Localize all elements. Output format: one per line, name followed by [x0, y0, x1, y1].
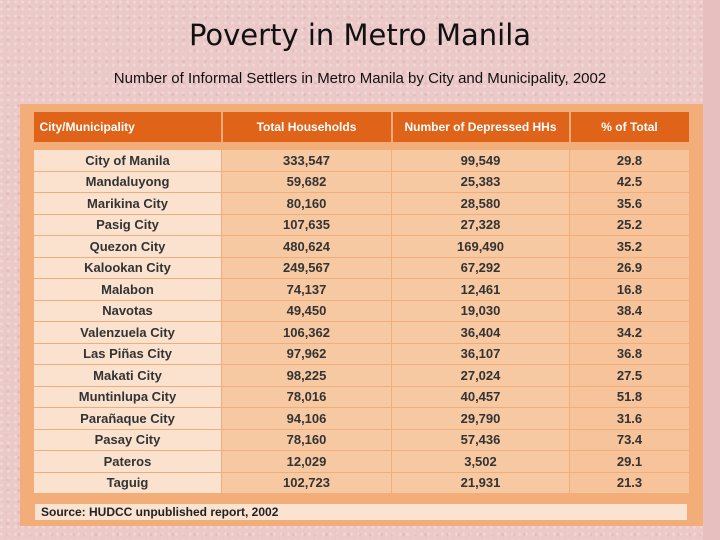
cell-city: Muntinlupa City — [34, 386, 222, 408]
cell-depressed-hhs: 36,404 — [392, 322, 570, 344]
source-note: Source: HUDCC unpublished report, 2002 — [35, 504, 687, 520]
cell-depressed-hhs: 21,931 — [392, 472, 570, 494]
cell-city: Pasay City — [34, 429, 222, 451]
cell-depressed-hhs: 12,461 — [392, 279, 570, 301]
table-row — [34, 193, 690, 215]
cell-percent-total: 34.2 — [570, 322, 690, 344]
cell-city: Quezon City — [34, 236, 222, 258]
cell-total-households: 106,362 — [222, 322, 392, 344]
cell-total-households: 333,547 — [222, 146, 392, 171]
cell-depressed-hhs: 40,457 — [392, 386, 570, 408]
cell-percent-total: 16.8 — [570, 279, 690, 301]
cell-percent-total: 42.5 — [570, 171, 690, 193]
cell-depressed-hhs: 28,580 — [392, 193, 570, 215]
cell-total-households: 74,137 — [222, 279, 392, 301]
cell-city: Valenzuela City — [34, 322, 222, 344]
cell-percent-total: 26.9 — [570, 257, 690, 279]
table-row — [34, 257, 690, 279]
header-percent-total: % of Total — [570, 112, 690, 146]
table-header-row — [34, 112, 690, 146]
cell-depressed-hhs: 36,107 — [392, 343, 570, 365]
table-row — [34, 171, 690, 193]
cell-city: City of Manila — [34, 146, 222, 171]
cell-total-households: 107,635 — [222, 214, 392, 236]
table-row — [34, 365, 690, 387]
cell-total-households: 480,624 — [222, 236, 392, 258]
cell-city: Marikina City — [34, 193, 222, 215]
cell-depressed-hhs: 3,502 — [392, 451, 570, 473]
cell-depressed-hhs: 67,292 — [392, 257, 570, 279]
cell-depressed-hhs: 57,436 — [392, 429, 570, 451]
cell-percent-total: 36.8 — [570, 343, 690, 365]
cell-depressed-hhs: 169,490 — [392, 236, 570, 258]
table-row — [34, 451, 690, 473]
header-city: City/Municipality — [34, 112, 222, 146]
cell-depressed-hhs: 27,024 — [392, 365, 570, 387]
cell-depressed-hhs: 29,790 — [392, 408, 570, 430]
cell-depressed-hhs: 19,030 — [392, 300, 570, 322]
cell-percent-total: 31.6 — [570, 408, 690, 430]
table-subtitle: Number of Informal Settlers in Metro Manila by City and Municipality, 2002 — [113, 70, 607, 87]
table-row — [34, 343, 690, 365]
cell-percent-total: 21.3 — [570, 472, 690, 494]
table-row — [34, 279, 690, 301]
cell-percent-total: 29.1 — [570, 451, 690, 473]
cell-city: Las Piñas City — [34, 343, 222, 365]
table-row — [34, 472, 690, 494]
vertical-scrollbar[interactable] — [703, 0, 720, 540]
cell-percent-total: 35.2 — [570, 236, 690, 258]
cell-city: Kalookan City — [34, 257, 222, 279]
cell-percent-total: 73.4 — [570, 429, 690, 451]
cell-percent-total: 29.8 — [570, 146, 690, 171]
table-row — [34, 214, 690, 236]
cell-percent-total: 51.8 — [570, 386, 690, 408]
cell-total-households: 249,567 — [222, 257, 392, 279]
cell-depressed-hhs: 27,328 — [392, 214, 570, 236]
cell-total-households: 78,016 — [222, 386, 392, 408]
cell-percent-total: 27.5 — [570, 365, 690, 387]
cell-total-households: 94,106 — [222, 408, 392, 430]
cell-total-households: 102,723 — [222, 472, 392, 494]
cell-city: Pasig City — [34, 214, 222, 236]
cell-total-households: 49,450 — [222, 300, 392, 322]
table-row — [34, 300, 690, 322]
cell-depressed-hhs: 25,383 — [392, 171, 570, 193]
cell-total-households: 98,225 — [222, 365, 392, 387]
cell-city: Makati City — [34, 365, 222, 387]
table-row — [34, 236, 690, 258]
table-row — [34, 386, 690, 408]
cell-city: Mandaluyong — [34, 171, 222, 193]
slide-title: Poverty in Metro Manila — [188, 18, 532, 52]
table-row — [34, 322, 690, 344]
cell-total-households: 80,160 — [222, 193, 392, 215]
cell-total-households: 59,682 — [222, 171, 392, 193]
header-depressed-hhs: Number of Depressed HHs — [392, 112, 570, 146]
cell-city: Malabon — [34, 279, 222, 301]
cell-city: Parañaque City — [34, 408, 222, 430]
cell-percent-total: 35.6 — [570, 193, 690, 215]
table-row — [34, 408, 690, 430]
settlers-table-panel — [20, 104, 703, 526]
cell-total-households: 97,962 — [222, 343, 392, 365]
cell-percent-total: 38.4 — [570, 300, 690, 322]
cell-total-households: 12,029 — [222, 451, 392, 473]
table-row — [34, 429, 690, 451]
table-row — [34, 146, 690, 171]
cell-city: Navotas — [34, 300, 222, 322]
cell-city: Taguig — [34, 472, 222, 494]
header-total-households: Total Households — [222, 112, 392, 146]
cell-total-households: 78,160 — [222, 429, 392, 451]
cell-percent-total: 25.2 — [570, 214, 690, 236]
cell-city: Pateros — [34, 451, 222, 473]
informal-settlers-table — [33, 112, 691, 494]
cell-depressed-hhs: 99,549 — [392, 146, 570, 171]
